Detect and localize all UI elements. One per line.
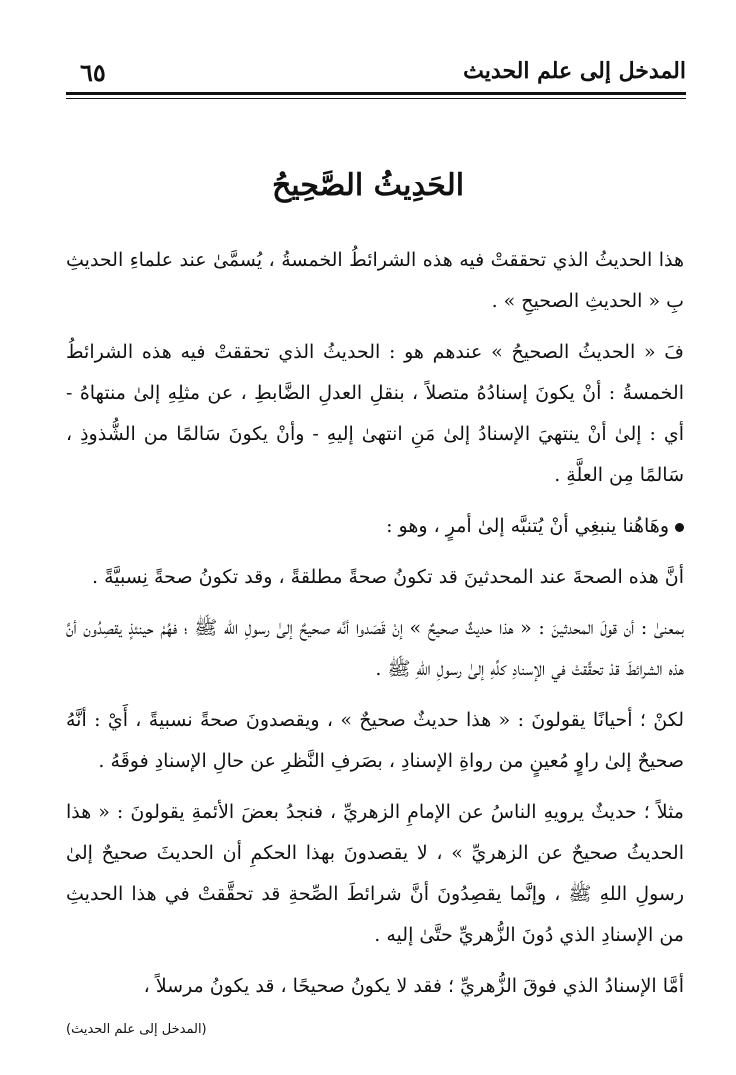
bullet-paragraph	[66, 506, 684, 547]
page-footer: (المدخل إلى علم الحديث)	[66, 1022, 207, 1037]
paragraph: أنَّ هذه الصحةَ عند المحدثينَ قد تكونُ صحةً مطلقةً ، وقد تكونُ صحةً نِسبيَّةً .	[91, 566, 684, 588]
section-title: الحَدِيثُ الصَّحِيحُ	[271, 168, 465, 203]
paragraph: فَ « الحديثُ الصحيحُ » عندهم هو : الحديثُ الذي تحققتْ فيه هذه الشرائطُ الخمسةُ : أنْ يكونَ إسنادُهُ متصلاً ، بنقلِ العدلِ الضَّابطِ ، عن مثلِهِ إلىٰ منتهاهُ - أي : إلىٰ أنْ ينتهيَ الإسنادُ إلىٰ مَنِ انتهىٰ إليهِ - وأنْ يكونَ سَالمًا من الشُّذوذِ ، سَالمًا مِن العلَّةِ .	[66, 341, 684, 486]
bullet-text: وهَاهُنا ينبغِي أنْ يُتنبَّه إلىٰ أمرٍ ، وهو :	[386, 515, 669, 537]
paragraph: مثلاً ؛ حديثٌ يرويهِ الناسُ عن الإمامِ الزهريِّ ، فنجدُ بعضَ الأئمةِ يقولونَ : « هذا الحديثُ صحيحٌ عن الزهريِّ » ، لا يقصدونَ بهذا الحكمِ أن الحديثَ صحيحٌ إلىٰ رسولِ اللهِ ﷺ ، وإنَّما يقصِدُونَ أنَّ شرائطَ الصِّحةِ قد تحقَّقتْ في هذا الحديثِ من الإسنادِ الذي دُونَ الزُّهريِّ حتَّىٰ إليه .	[66, 801, 684, 946]
page-header	[66, 56, 686, 94]
bullet-icon	[675, 523, 684, 532]
paragraph: لكنْ ؛ أحيانًا يقولونَ : « هذا حديثٌ صحيحٌ » ، ويقصدونَ صحةً نسبيةً ، أَيْ : أنَّهُ صحيحٌ إلىٰ راوٍ مُعينٍ من رواةِ الإسنادِ ، بصَرفِ النَّظرِ عن حالِ الإسنادِ فوقَهُ .	[66, 709, 684, 772]
paragraph: أمَّا الإسنادُ الذي فوقَ الزُّهريِّ ؛ فقد لا يكونُ صحيحًا ، قد يكونُ مرسلاً ،	[143, 975, 684, 997]
running-title: المدخل إلى علم الحديث	[463, 58, 686, 84]
page-number: ٦٥	[80, 58, 106, 87]
paragraph: هذا الحديثُ الذي تحققتْ فيه هذه الشرائطُ الخمسةُ ، يُسمَّىٰ عند علماءِ الحديثِ بِ « الحديثِ الصحيحِ » .	[66, 249, 684, 312]
body-text	[66, 240, 684, 1017]
paragraph: بمعنىٰ : أن قولَ المحدثينَ : « هذا حديثٌ صحيحٌ » إنْ قَصَدوا أنَّه صحيحٌ إلىٰ رسولِ الله ﷺ ؛ فهُمْ حينئذٍ يقصِدُون أنَّ هذه الشرائطَ قدْ تحقَّقتْ في الإسنادِ كلِّهِ إلىٰ رسولِ اللهِ ﷺ .	[66, 617, 684, 680]
header-rule-thin	[66, 98, 686, 99]
header-rule-thick	[66, 92, 686, 95]
